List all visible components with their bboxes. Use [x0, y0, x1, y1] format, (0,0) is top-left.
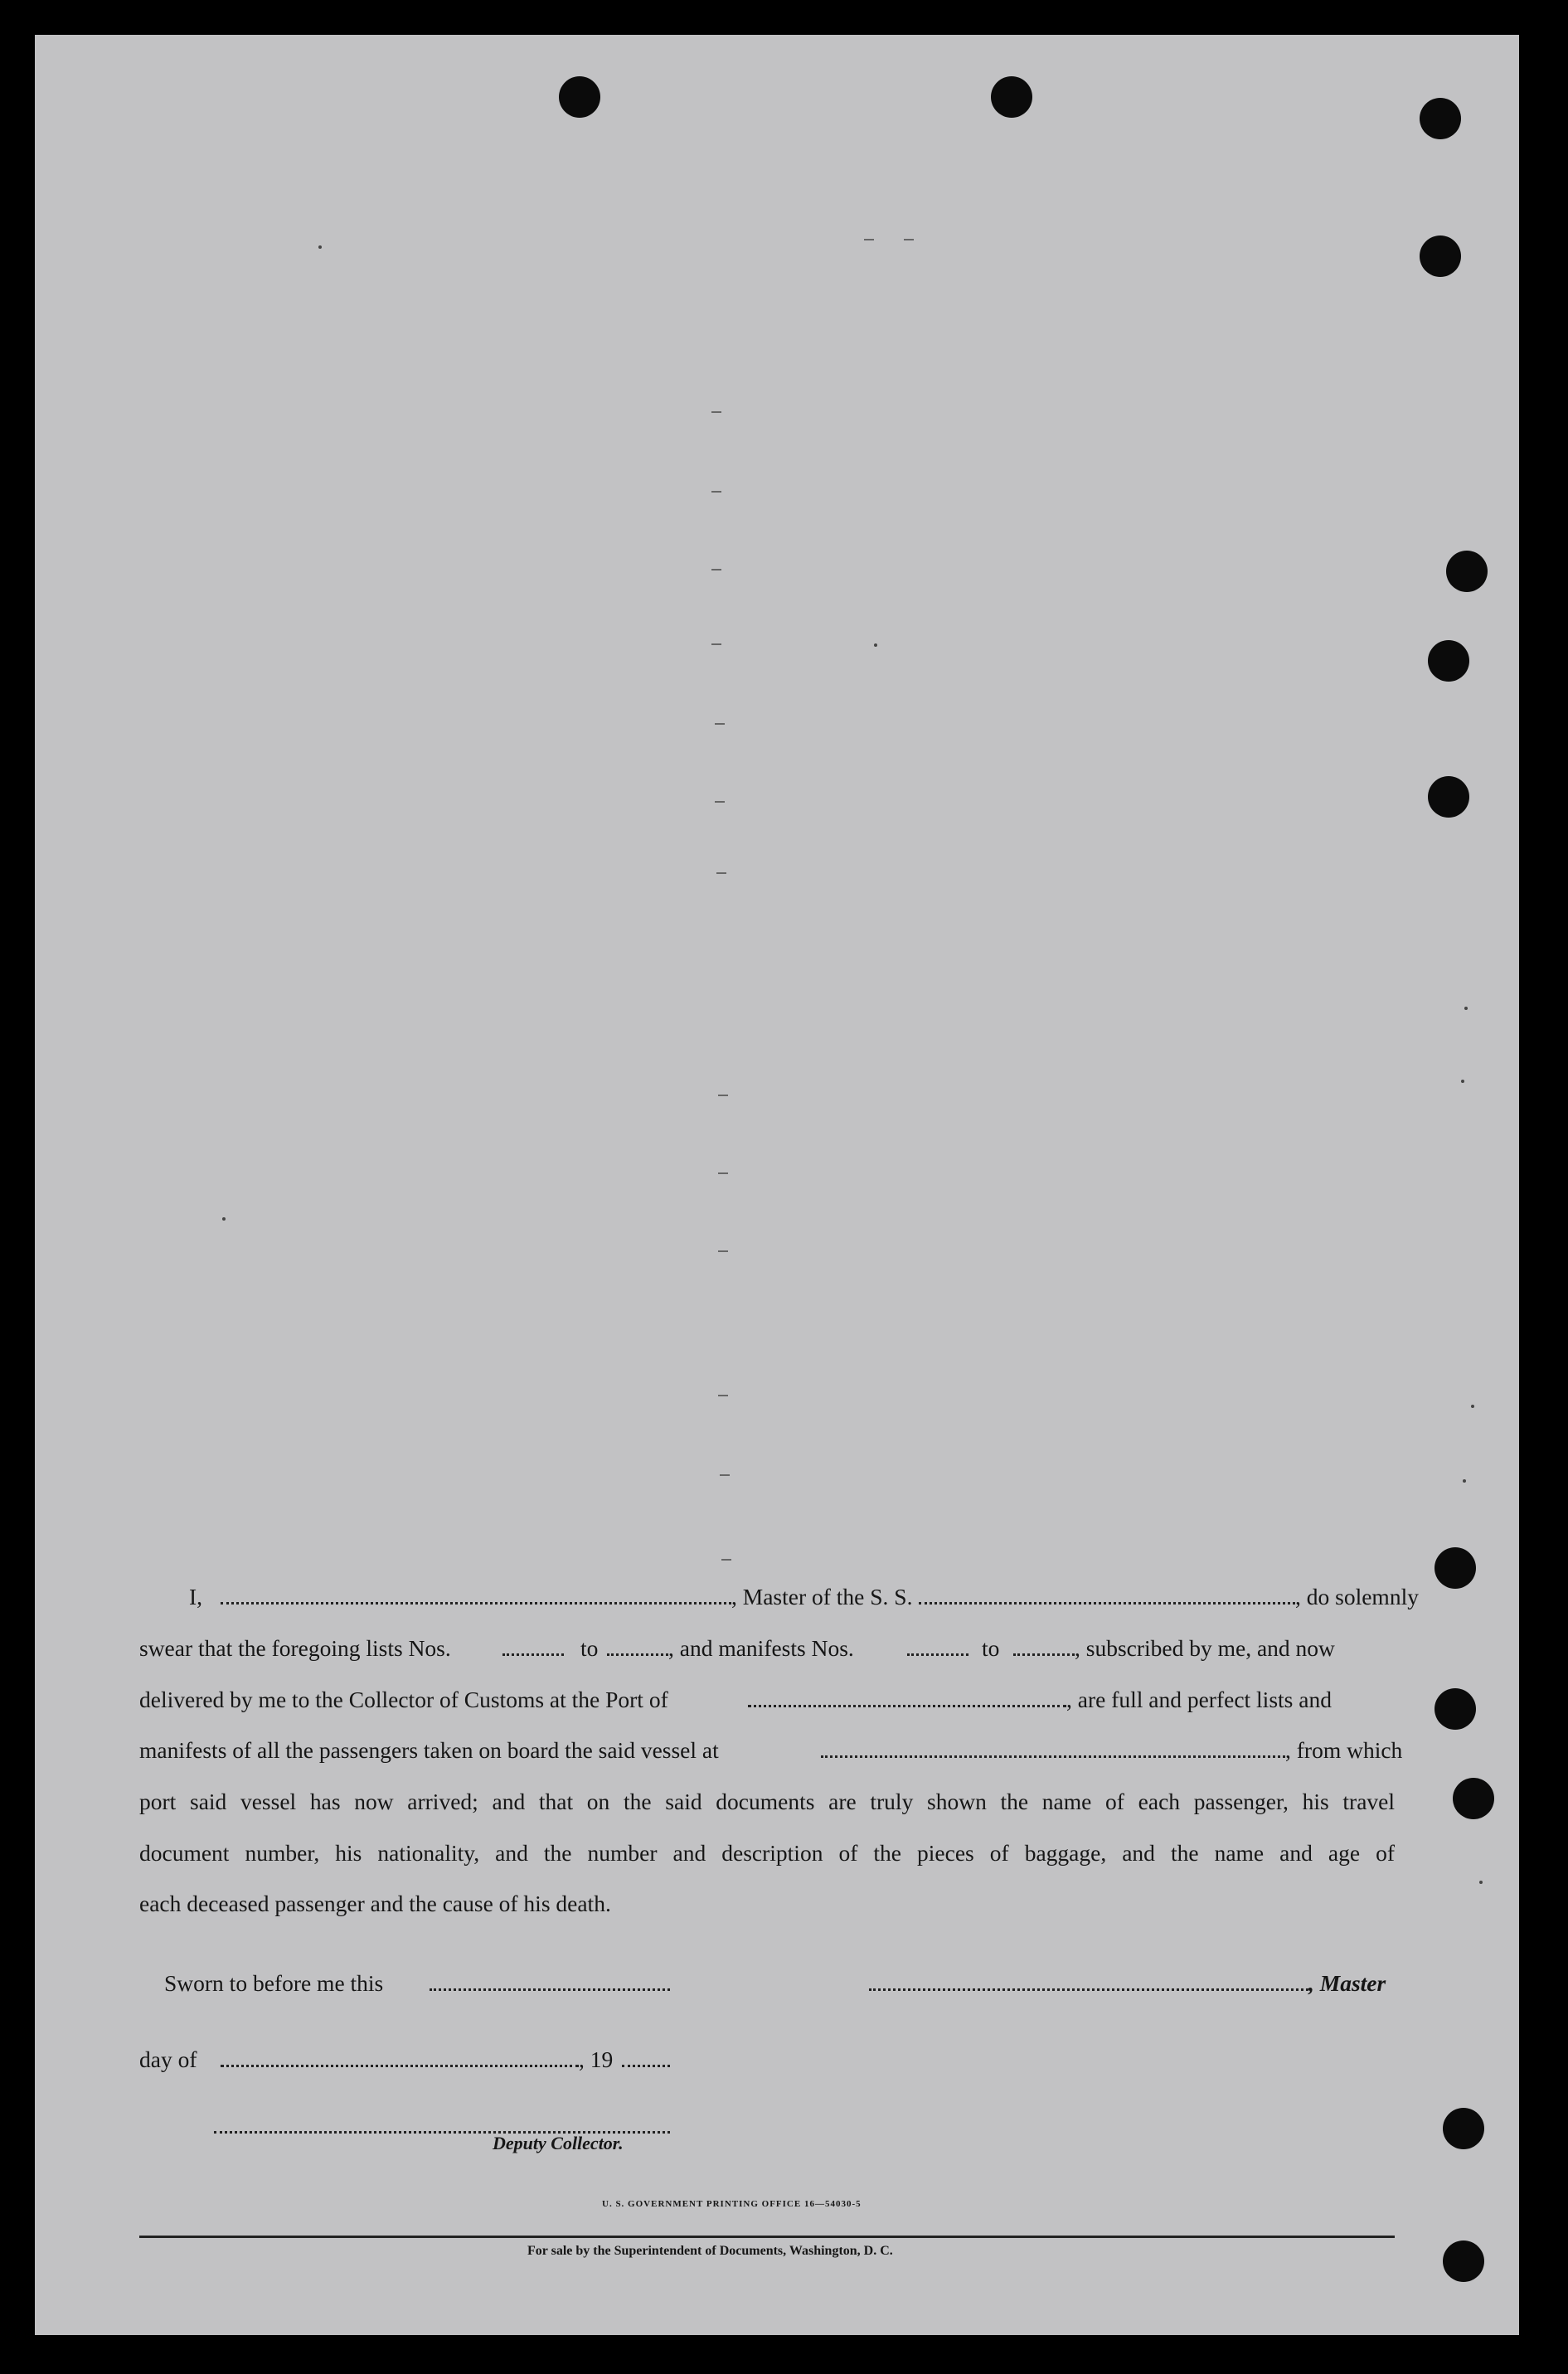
ship-name-field[interactable] [919, 1602, 1295, 1605]
port-of-arrival-field[interactable] [748, 1705, 1066, 1707]
punch-hole [1435, 1688, 1476, 1730]
year-text: , 19 [579, 2046, 614, 2072]
oath-text: delivered by me to the Collector of Customs at the Port of [139, 1687, 668, 1712]
master-text: , Master [1308, 1970, 1386, 1996]
dash-mark [711, 491, 721, 493]
punch-hole [559, 76, 600, 118]
oath-text: , subscribed by me, and now [1075, 1635, 1335, 1661]
oath-line-2e [1075, 1635, 1335, 1662]
deputy-text: Deputy Collector. [493, 2133, 624, 2153]
day-of-text: day of [139, 2046, 197, 2072]
speck [1463, 1479, 1466, 1483]
footer-text: For sale by the Superintendent of Documents, Washington, D. C. [527, 2244, 893, 2258]
dash-mark [904, 239, 914, 240]
dash-mark [715, 723, 725, 725]
punch-hole [1446, 551, 1488, 592]
oath-text: port said vessel has now arrived; and that on the said documents are truly shown the name of each passenger, his travel [139, 1789, 1395, 1814]
oath-line-3b [1066, 1687, 1332, 1713]
oath-line-4 [139, 1737, 719, 1764]
oath-line-6 [139, 1840, 1395, 1867]
oath-text: , do solemnly [1295, 1584, 1419, 1609]
oath-text: manifests of all the passengers taken on board the said vessel at [139, 1737, 719, 1763]
punch-hole [1443, 2240, 1484, 2282]
oath-line-1b [731, 1584, 912, 1610]
oath-line-2b [580, 1635, 598, 1662]
punch-hole [1428, 776, 1469, 818]
punch-hole [1420, 98, 1461, 139]
day-of-label [139, 2046, 197, 2073]
dash-mark [711, 411, 721, 413]
year-label [579, 2046, 613, 2073]
speck [222, 1217, 226, 1221]
oath-line-2c [668, 1635, 854, 1662]
speck [1471, 1405, 1474, 1408]
footer-rule [139, 2236, 1395, 2238]
oath-line-7 [139, 1891, 611, 1917]
footer-note [527, 2244, 893, 2259]
sworn-text: Sworn to before me this [164, 1970, 384, 1996]
year-field[interactable] [622, 2065, 670, 2067]
port-of-embarkation-field[interactable] [821, 1755, 1285, 1758]
master-name-field[interactable] [221, 1602, 731, 1605]
dash-mark [721, 1559, 731, 1561]
deputy-collector-label [493, 2133, 624, 2154]
speck [874, 643, 877, 647]
speck [1461, 1080, 1464, 1083]
punch-hole [1420, 235, 1461, 277]
master-label [1308, 1970, 1386, 1997]
oath-line-3 [139, 1687, 668, 1713]
lists-from-field[interactable] [502, 1653, 564, 1656]
lists-to-field[interactable] [607, 1653, 668, 1656]
oath-line-1c [1295, 1584, 1419, 1610]
oath-line-1 [189, 1584, 202, 1610]
dash-mark [718, 1172, 728, 1174]
dash-mark [711, 569, 721, 570]
oath-text: swear that the foregoing lists Nos. [139, 1635, 451, 1661]
master-signature-field[interactable] [869, 1988, 1308, 1991]
oath-line-5 [139, 1789, 1395, 1815]
speck [318, 245, 322, 249]
month-field[interactable] [221, 2065, 579, 2067]
manifests-to-field[interactable] [1013, 1653, 1075, 1656]
oath-text: I, [189, 1584, 203, 1609]
punch-hole [991, 76, 1032, 118]
oath-text: , from which [1285, 1737, 1403, 1763]
oath-text: to [982, 1635, 1000, 1661]
dash-mark [718, 1250, 728, 1252]
oath-line-2d [982, 1635, 999, 1662]
oath-text: , and manifests Nos. [668, 1635, 854, 1661]
sworn-label [164, 1970, 383, 1997]
dash-mark [716, 872, 726, 874]
oath-text: each deceased passenger and the cause of his death. [139, 1891, 611, 1916]
oath-text: , Master of the S. S. [731, 1584, 913, 1609]
printer-text: U. S. GOVERNMENT PRINTING OFFICE 16—54030-5 [602, 2199, 862, 2209]
punch-hole [1443, 2108, 1484, 2149]
sworn-date-field[interactable] [430, 1988, 670, 1991]
dash-mark [715, 801, 725, 803]
dash-mark [711, 643, 721, 645]
manifests-from-field[interactable] [907, 1653, 968, 1656]
oath-text: , are full and perfect lists and [1066, 1687, 1332, 1712]
punch-hole [1453, 1778, 1494, 1819]
speck [1479, 1881, 1483, 1884]
speck [1464, 1007, 1468, 1010]
oath-line-2 [139, 1635, 451, 1662]
printer-line [602, 2199, 862, 2209]
oath-text: to [580, 1635, 599, 1661]
dash-mark [864, 239, 874, 240]
dash-mark [720, 1474, 730, 1476]
punch-hole [1435, 1547, 1476, 1589]
dash-mark [718, 1395, 728, 1396]
oath-line-4b [1285, 1737, 1402, 1764]
punch-hole [1428, 640, 1469, 682]
form-sheet [35, 35, 1519, 2335]
dash-mark [718, 1095, 728, 1096]
oath-text: document number, his nationality, and the number and description of the pieces of baggage, and the name and age of [139, 1840, 1395, 1866]
